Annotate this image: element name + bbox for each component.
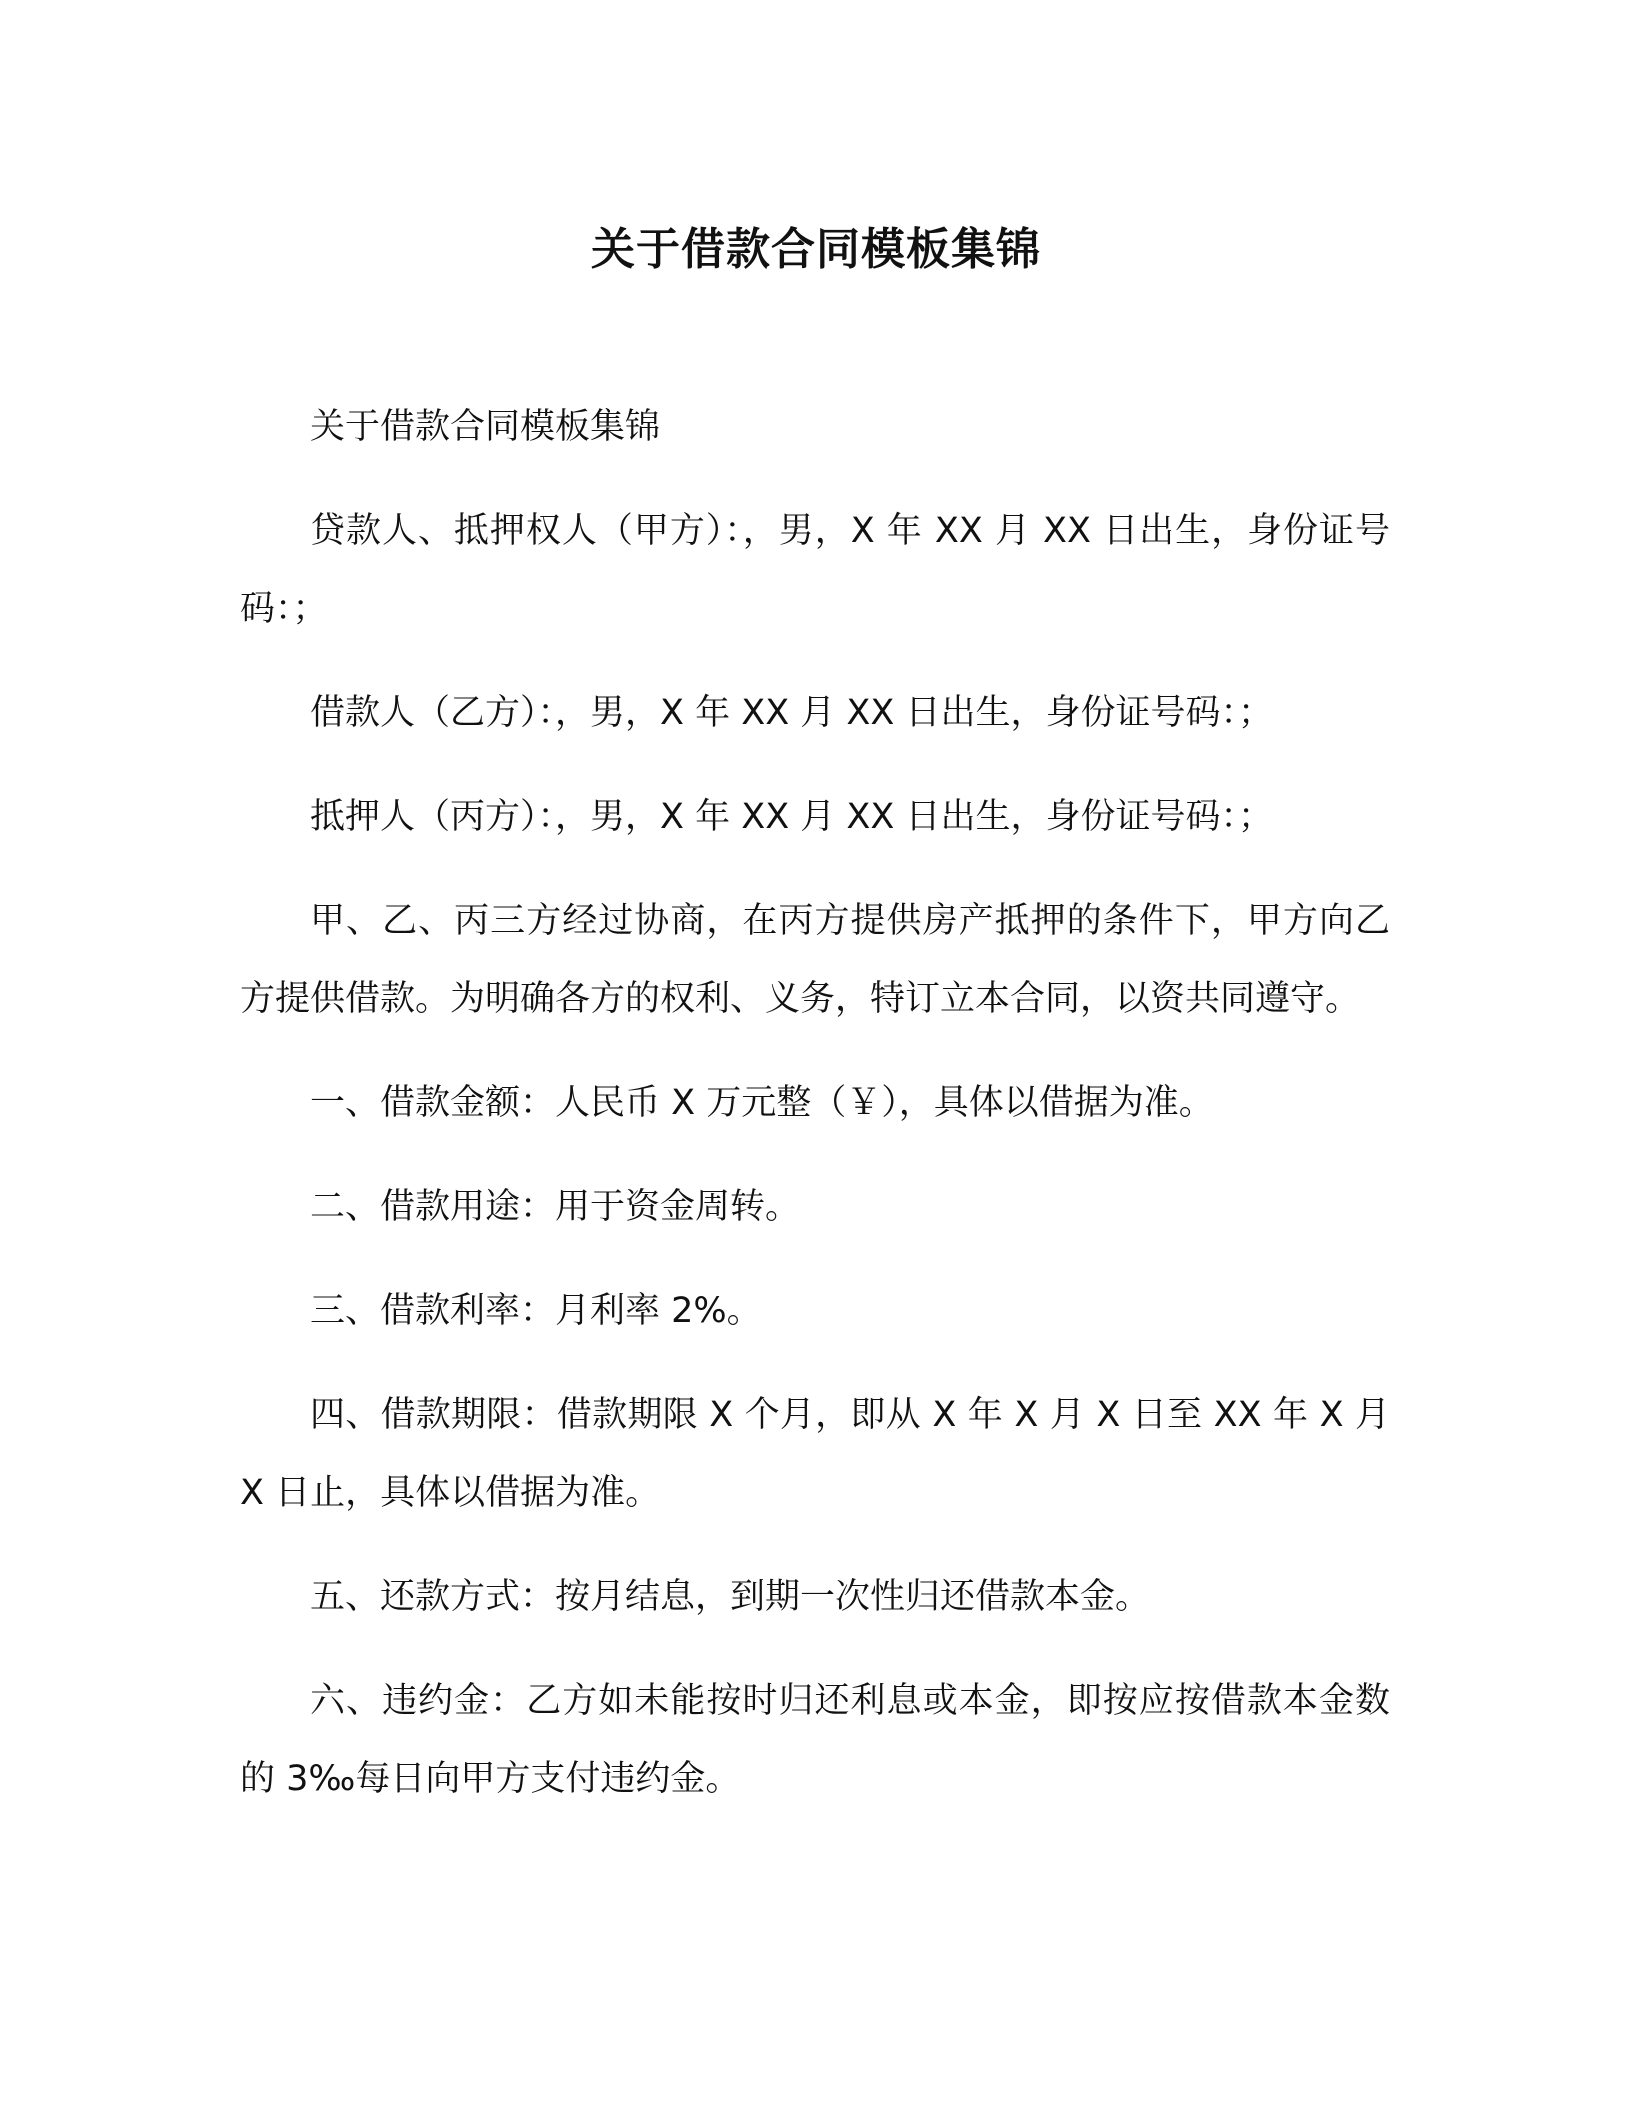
paragraph-mortgagor: 抵押人（丙方）：，男，X 年 XX 月 XX 日出生，身份证号码：； (310, 797, 1274, 837)
paragraph-preamble: 甲、乙、丙三方经过协商，在丙方提供房产抵押的条件下，甲方向乙方提供借款。为明确各方的权利、义务，特订立本合同，以资共同遵守。 (240, 901, 1390, 1019)
document-title: 关于借款合同模板集锦 (591, 224, 1041, 275)
paragraph-subtitle: 关于借款合同模板集锦 (310, 407, 661, 447)
document-body (240, 388, 1390, 1844)
paragraph-clause-term: 四、借款期限：借款期限 X 个月，即从 X 年 X 月 X 日至 XX 年 X 月 X 日止，具体以借据为准。 (240, 1395, 1390, 1513)
paragraph-clause-repayment: 五、还款方式：按月结息，到期一次性归还借款本金。 (310, 1577, 1151, 1617)
paragraph-clause-purpose: 二、借款用途：用于资金周转。 (310, 1187, 801, 1227)
paragraph-lender: 贷款人、抵押权人（甲方）：，男，X 年 XX 月 XX 日出生，身份证号码：； (240, 511, 1390, 629)
paragraph-clause-penalty: 六、违约金：乙方如未能按时归还利息或本金，即按应按借款本金数的 3‰每日向甲方支付违约金。 (240, 1681, 1390, 1799)
paragraph-borrower: 借款人（乙方）：，男，X 年 XX 月 XX 日出生，身份证号码：； (310, 693, 1274, 733)
paragraph-clause-amount: 一、借款金额：人民币 X 万元整（￥），具体以借据为准。 (310, 1083, 1214, 1123)
paragraph-clause-rate: 三、借款利率：月利率 2%。 (310, 1291, 762, 1331)
